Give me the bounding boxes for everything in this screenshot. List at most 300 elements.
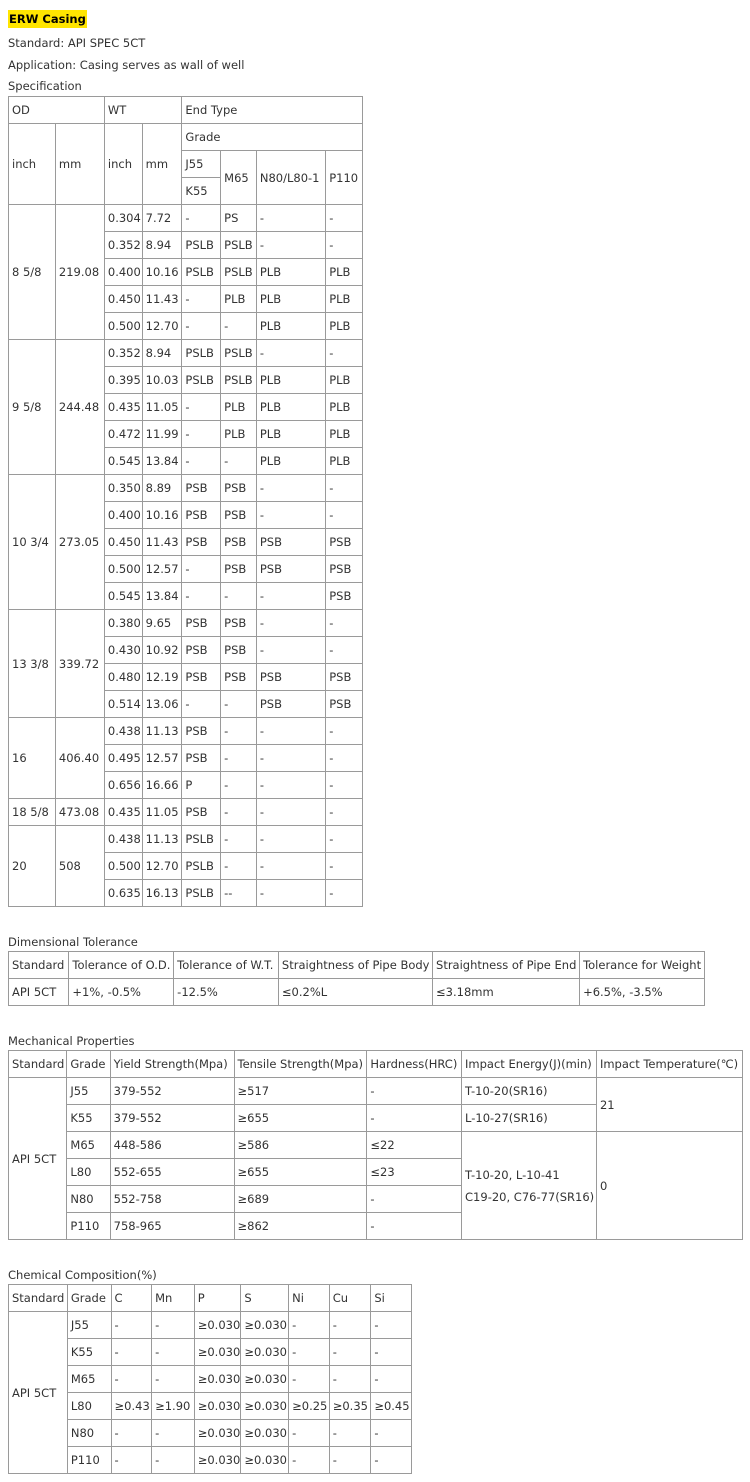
od-inch-cell: 9 5/8	[9, 340, 56, 475]
wt-mm-cell: 12.57	[142, 556, 182, 583]
grade-p110-cell: -	[326, 340, 363, 367]
header-row	[9, 952, 705, 979]
grade-j55-cell: PSB	[182, 664, 221, 691]
grade-n80-cell: PSB	[256, 691, 325, 718]
grade-j55-cell: PSLB	[182, 826, 221, 853]
grade-p110-cell: PLB	[326, 448, 363, 475]
hardness-cell: -	[367, 1105, 462, 1132]
column-header: Tolerance of O.D.	[69, 952, 174, 979]
element-cell: ≥0.030	[194, 1447, 241, 1474]
grade-n80-cell: -	[256, 745, 325, 772]
element-cell: ≥0.35	[329, 1393, 371, 1420]
column-header: Hardness(HRC)	[367, 1051, 462, 1078]
element-cell: ≥0.43	[111, 1393, 152, 1420]
element-cell: -	[152, 1420, 195, 1447]
grade-j55-cell: PSLB	[182, 367, 221, 394]
element-cell: ≥0.030	[194, 1366, 241, 1393]
wt-mm-cell: 10.16	[142, 502, 182, 529]
wt-inch-cell: 0.400	[104, 502, 142, 529]
wt-inch-cell: 0.395	[104, 367, 142, 394]
grade-m65-cell: PSB	[221, 664, 257, 691]
header-m65: M65	[221, 151, 257, 205]
wt-mm-cell: 13.84	[142, 448, 182, 475]
column-header: Mn	[152, 1285, 195, 1312]
od-mm-cell: 219.08	[55, 205, 104, 340]
column-header: Tolerance of W.T.	[174, 952, 279, 979]
chemical-composition-table	[8, 1284, 412, 1474]
standard-cell: API 5CT	[9, 1078, 67, 1240]
wt-mm-cell: 13.06	[142, 691, 182, 718]
grade-m65-cell: --	[221, 880, 257, 907]
grade-n80-cell: -	[256, 205, 325, 232]
wt-mm-cell: 7.72	[142, 205, 182, 232]
wt-mm-cell: 11.13	[142, 718, 182, 745]
table-row	[9, 1393, 412, 1420]
column-header: Impact Temperature(℃)	[596, 1051, 742, 1078]
chem-heading: Chemical Composition(%)	[8, 1268, 157, 1282]
header-grade: Grade	[182, 124, 363, 151]
header-wt-inch: inch	[104, 124, 142, 205]
grade-p110-cell: PLB	[326, 313, 363, 340]
column-header: Si	[371, 1285, 412, 1312]
wt-mm-cell: 8.94	[142, 340, 182, 367]
grade-m65-cell: PSLB	[221, 367, 257, 394]
element-cell: -	[371, 1339, 412, 1366]
element-cell: -	[289, 1339, 330, 1366]
grade-n80-cell: PLB	[256, 367, 325, 394]
column-header: Standard	[9, 1051, 67, 1078]
grade-cell: K55	[67, 1105, 110, 1132]
od-inch-cell: 16	[9, 718, 56, 799]
grade-n80-cell: -	[256, 502, 325, 529]
grade-p110-cell: -	[326, 772, 363, 799]
grade-n80-cell: PSB	[256, 664, 325, 691]
grade-n80-cell: -	[256, 637, 325, 664]
grade-j55-cell: PSLB	[182, 880, 221, 907]
element-cell: -	[152, 1339, 195, 1366]
od-inch-cell: 8 5/8	[9, 205, 56, 340]
standard-line: Standard: API SPEC 5CT	[8, 36, 146, 50]
grade-n80-cell: PLB	[256, 259, 325, 286]
grade-p110-cell: -	[326, 502, 363, 529]
element-cell: -	[289, 1447, 330, 1474]
table-row	[9, 475, 363, 502]
element-cell: ≥0.030	[241, 1447, 289, 1474]
wt-mm-cell: 12.57	[142, 745, 182, 772]
hardness-cell: ≤23	[367, 1159, 462, 1186]
grade-m65-cell: -	[221, 448, 257, 475]
table-row	[9, 340, 363, 367]
grade-p110-cell: -	[326, 799, 363, 826]
table-row	[9, 799, 363, 826]
grade-n80-cell: -	[256, 610, 325, 637]
grade-j55-cell: PSLB	[182, 340, 221, 367]
grade-n80-cell: -	[256, 826, 325, 853]
tensile-cell: ≥862	[234, 1213, 367, 1240]
grade-p110-cell: -	[326, 826, 363, 853]
grade-p110-cell: PLB	[326, 421, 363, 448]
element-cell: ≥0.030	[241, 1312, 289, 1339]
wt-inch-cell: 0.656	[104, 772, 142, 799]
element-cell: ≥0.45	[371, 1393, 412, 1420]
table-row	[9, 1132, 743, 1159]
grade-n80-cell: PSB	[256, 556, 325, 583]
grade-j55-cell: PSLB	[182, 232, 221, 259]
wt-mm-cell: 10.92	[142, 637, 182, 664]
header-row	[9, 1051, 743, 1078]
element-cell: -	[371, 1312, 412, 1339]
wt-inch-cell: 0.545	[104, 448, 142, 475]
wt-mm-cell: 11.43	[142, 529, 182, 556]
table-row	[9, 718, 363, 745]
element-cell: -	[111, 1339, 152, 1366]
grade-m65-cell: PLB	[221, 286, 257, 313]
element-cell: ≥0.030	[241, 1366, 289, 1393]
element-cell: ≥0.030	[241, 1339, 289, 1366]
grade-p110-cell: PSB	[326, 664, 363, 691]
grade-n80-cell: -	[256, 799, 325, 826]
grade-p110-cell: PSB	[326, 529, 363, 556]
grade-p110-cell: PSB	[326, 583, 363, 610]
impact-energy-line: C19-20, C76-77(SR16)	[465, 1189, 595, 1204]
column-header: Straightness of Pipe End	[433, 952, 580, 979]
impact-temp-cell: 21	[596, 1078, 742, 1132]
grade-cell: L80	[67, 1393, 111, 1420]
wt-mm-cell: 11.13	[142, 826, 182, 853]
table-cell: ≤0.2%L	[278, 979, 432, 1006]
grade-p110-cell: -	[326, 853, 363, 880]
table-cell: -12.5%	[174, 979, 279, 1006]
table-cell: API 5CT	[9, 979, 69, 1006]
element-cell: -	[289, 1366, 330, 1393]
od-mm-cell: 273.05	[55, 475, 104, 610]
grade-m65-cell: PSB	[221, 556, 257, 583]
wt-mm-cell: 16.66	[142, 772, 182, 799]
wt-mm-cell: 11.43	[142, 286, 182, 313]
column-header: Ni	[289, 1285, 330, 1312]
grade-j55-cell: PSB	[182, 745, 221, 772]
wt-inch-cell: 0.495	[104, 745, 142, 772]
dimensional-tolerance-table	[8, 951, 705, 1006]
grade-cell: L80	[67, 1159, 110, 1186]
grade-j55-cell: PSB	[182, 475, 221, 502]
grade-cell: P110	[67, 1447, 111, 1474]
column-header: S	[241, 1285, 289, 1312]
element-cell: -	[371, 1420, 412, 1447]
grade-j55-cell: P	[182, 772, 221, 799]
grade-m65-cell: -	[221, 799, 257, 826]
grade-p110-cell: -	[326, 205, 363, 232]
column-header: Tolerance for Weight	[580, 952, 705, 979]
grade-cell: K55	[67, 1339, 111, 1366]
grade-m65-cell: -	[221, 583, 257, 610]
column-header: Straightness of Pipe Body	[278, 952, 432, 979]
grade-m65-cell: PSB	[221, 502, 257, 529]
element-cell: -	[329, 1447, 371, 1474]
element-cell: -	[329, 1366, 371, 1393]
header-od-inch: inch	[9, 124, 56, 205]
grade-n80-cell: -	[256, 475, 325, 502]
tensile-cell: ≥655	[234, 1159, 367, 1186]
header-j55: J55	[182, 151, 221, 178]
header-row	[9, 1285, 412, 1312]
element-cell: -	[152, 1447, 195, 1474]
grade-p110-cell: -	[326, 718, 363, 745]
hardness-cell: -	[367, 1186, 462, 1213]
grade-cell: M65	[67, 1366, 111, 1393]
header-od: OD	[9, 97, 105, 124]
table-row	[9, 826, 363, 853]
grade-m65-cell: PSLB	[221, 340, 257, 367]
impact-energy-cell: L-10-27(SR16)	[462, 1105, 597, 1132]
od-mm-cell: 406.40	[55, 718, 104, 799]
element-cell: -	[289, 1312, 330, 1339]
column-header: Cu	[329, 1285, 371, 1312]
grade-j55-cell: -	[182, 313, 221, 340]
grade-p110-cell: PLB	[326, 394, 363, 421]
wt-inch-cell: 0.450	[104, 286, 142, 313]
od-inch-cell: 20	[9, 826, 56, 907]
grade-p110-cell: -	[326, 745, 363, 772]
table-row	[9, 205, 363, 232]
grade-n80-cell: -	[256, 772, 325, 799]
header-wt: WT	[104, 97, 182, 124]
impact-temp-cell: 0	[596, 1132, 742, 1240]
od-inch-cell: 10 3/4	[9, 475, 56, 610]
grade-j55-cell: -	[182, 583, 221, 610]
header-n80: N80/L80-1	[256, 151, 325, 205]
wt-inch-cell: 0.435	[104, 799, 142, 826]
element-cell: ≥1.90	[152, 1393, 195, 1420]
wt-inch-cell: 0.438	[104, 718, 142, 745]
grade-m65-cell: PSB	[221, 529, 257, 556]
wt-inch-cell: 0.380	[104, 610, 142, 637]
column-header: Grade	[67, 1285, 111, 1312]
wt-mm-cell: 16.13	[142, 880, 182, 907]
element-cell: -	[111, 1447, 152, 1474]
grade-p110-cell: -	[326, 637, 363, 664]
wt-inch-cell: 0.350	[104, 475, 142, 502]
element-cell: -	[329, 1339, 371, 1366]
grade-p110-cell: -	[326, 232, 363, 259]
grade-m65-cell: PSB	[221, 475, 257, 502]
column-header: Standard	[9, 952, 69, 979]
yield-cell: 552-655	[110, 1159, 234, 1186]
column-header: Tensile Strength(Mpa)	[234, 1051, 367, 1078]
hardness-cell: -	[367, 1078, 462, 1105]
wt-inch-cell: 0.304	[104, 205, 142, 232]
table-row	[9, 610, 363, 637]
grade-j55-cell: PSB	[182, 502, 221, 529]
grade-m65-cell: PSB	[221, 610, 257, 637]
wt-inch-cell: 0.500	[104, 556, 142, 583]
table-cell: +1%, -0.5%	[69, 979, 174, 1006]
element-cell: -	[152, 1312, 195, 1339]
wt-mm-cell: 8.89	[142, 475, 182, 502]
wt-inch-cell: 0.500	[104, 853, 142, 880]
grade-n80-cell: -	[256, 880, 325, 907]
grade-p110-cell: -	[326, 610, 363, 637]
grade-m65-cell: -	[221, 826, 257, 853]
grade-j55-cell: PSLB	[182, 853, 221, 880]
grade-m65-cell: PSLB	[221, 232, 257, 259]
grade-cell: P110	[67, 1213, 110, 1240]
hardness-cell: ≤22	[367, 1132, 462, 1159]
grade-m65-cell: -	[221, 745, 257, 772]
wt-mm-cell: 10.03	[142, 367, 182, 394]
grade-n80-cell: -	[256, 232, 325, 259]
dim-heading: Dimensional Tolerance	[8, 935, 138, 949]
column-header: C	[111, 1285, 152, 1312]
grade-cell: J55	[67, 1078, 110, 1105]
table-row	[9, 1339, 412, 1366]
grade-p110-cell: PLB	[326, 259, 363, 286]
grade-p110-cell: -	[326, 880, 363, 907]
element-cell: -	[371, 1447, 412, 1474]
mech-heading: Mechanical Properties	[8, 1034, 135, 1048]
column-header: Standard	[9, 1285, 68, 1312]
grade-n80-cell: PLB	[256, 421, 325, 448]
wt-inch-cell: 0.400	[104, 259, 142, 286]
element-cell: ≥0.030	[194, 1339, 241, 1366]
grade-n80-cell: PLB	[256, 286, 325, 313]
mechanical-properties-table	[8, 1050, 743, 1240]
grade-p110-cell: -	[326, 475, 363, 502]
wt-mm-cell: 8.94	[142, 232, 182, 259]
grade-j55-cell: -	[182, 205, 221, 232]
element-cell: ≥0.030	[241, 1393, 289, 1420]
grade-p110-cell: PLB	[326, 286, 363, 313]
wt-inch-cell: 0.472	[104, 421, 142, 448]
grade-m65-cell: PLB	[221, 394, 257, 421]
tensile-cell: ≥586	[234, 1132, 367, 1159]
element-cell: -	[289, 1420, 330, 1447]
standard-cell: API 5CT	[9, 1312, 68, 1474]
grade-j55-cell: PSLB	[182, 259, 221, 286]
wt-mm-cell: 12.19	[142, 664, 182, 691]
yield-cell: 758-965	[110, 1213, 234, 1240]
element-cell: ≥0.030	[194, 1420, 241, 1447]
wt-inch-cell: 0.635	[104, 880, 142, 907]
hardness-cell: -	[367, 1213, 462, 1240]
grade-j55-cell: PSB	[182, 529, 221, 556]
column-header: Yield Strength(Mpa)	[110, 1051, 234, 1078]
column-header: Grade	[67, 1051, 110, 1078]
yield-cell: 552-758	[110, 1186, 234, 1213]
header-k55: K55	[182, 178, 221, 205]
grade-j55-cell: -	[182, 286, 221, 313]
grade-n80-cell: PSB	[256, 529, 325, 556]
grade-n80-cell: PLB	[256, 394, 325, 421]
header-od-mm: mm	[55, 124, 104, 205]
od-mm-cell: 473.08	[55, 799, 104, 826]
grade-cell: N80	[67, 1186, 110, 1213]
table-row	[9, 1420, 412, 1447]
wt-mm-cell: 11.05	[142, 394, 182, 421]
wt-inch-cell: 0.352	[104, 232, 142, 259]
wt-mm-cell: 11.05	[142, 799, 182, 826]
element-cell: -	[111, 1312, 152, 1339]
page-title: ERW Casing	[9, 12, 86, 26]
grade-m65-cell: PLB	[221, 421, 257, 448]
yield-cell: 379-552	[110, 1105, 234, 1132]
wt-inch-cell: 0.450	[104, 529, 142, 556]
grade-j55-cell: -	[182, 394, 221, 421]
grade-p110-cell: PSB	[326, 556, 363, 583]
wt-inch-cell: 0.545	[104, 583, 142, 610]
element-cell: ≥0.25	[289, 1393, 330, 1420]
od-mm-cell: 508	[55, 826, 104, 907]
grade-j55-cell: PSB	[182, 799, 221, 826]
table-row	[9, 979, 705, 1006]
wt-mm-cell: 11.99	[142, 421, 182, 448]
grade-n80-cell: PLB	[256, 313, 325, 340]
grade-m65-cell: -	[221, 853, 257, 880]
wt-inch-cell: 0.435	[104, 394, 142, 421]
tensile-cell: ≥517	[234, 1078, 367, 1105]
wt-inch-cell: 0.352	[104, 340, 142, 367]
element-cell: ≥0.030	[241, 1420, 289, 1447]
element-cell: -	[111, 1420, 152, 1447]
grade-j55-cell: PSB	[182, 637, 221, 664]
table-cell: +6.5%, -3.5%	[580, 979, 705, 1006]
grade-m65-cell: -	[221, 718, 257, 745]
header-p110: P110	[326, 151, 363, 205]
grade-m65-cell: -	[221, 313, 257, 340]
header-wt-mm: mm	[142, 124, 182, 205]
grade-n80-cell: -	[256, 340, 325, 367]
grade-p110-cell: PLB	[326, 367, 363, 394]
grade-n80-cell: -	[256, 718, 325, 745]
wt-inch-cell: 0.438	[104, 826, 142, 853]
grade-m65-cell: -	[221, 691, 257, 718]
table-row	[9, 1312, 412, 1339]
wt-mm-cell: 12.70	[142, 313, 182, 340]
header-end-type: End Type	[182, 97, 363, 124]
wt-inch-cell: 0.514	[104, 691, 142, 718]
grade-j55-cell: -	[182, 448, 221, 475]
yield-cell: 379-552	[110, 1078, 234, 1105]
application-line: Application: Casing serves as wall of well	[8, 58, 245, 72]
wt-mm-cell: 12.70	[142, 853, 182, 880]
grade-n80-cell: PLB	[256, 448, 325, 475]
tensile-cell: ≥689	[234, 1186, 367, 1213]
grade-cell: M65	[67, 1132, 110, 1159]
od-inch-cell: 18 5/8	[9, 799, 56, 826]
column-header: Impact Energy(J)(min)	[462, 1051, 597, 1078]
impact-energy-cell	[462, 1132, 597, 1240]
element-cell: -	[152, 1366, 195, 1393]
grade-j55-cell: PSB	[182, 718, 221, 745]
grade-j55-cell: PSB	[182, 610, 221, 637]
table-cell: ≤3.18mm	[433, 979, 580, 1006]
od-mm-cell: 339.72	[55, 610, 104, 718]
element-cell: -	[329, 1312, 371, 1339]
yield-cell: 448-586	[110, 1132, 234, 1159]
wt-mm-cell: 13.84	[142, 583, 182, 610]
grade-m65-cell: -	[221, 772, 257, 799]
grade-m65-cell: PSLB	[221, 259, 257, 286]
specification-table	[8, 96, 363, 907]
grade-cell: J55	[67, 1312, 111, 1339]
element-cell: ≥0.030	[194, 1312, 241, 1339]
wt-inch-cell: 0.480	[104, 664, 142, 691]
tensile-cell: ≥655	[234, 1105, 367, 1132]
grade-cell: N80	[67, 1420, 111, 1447]
grade-j55-cell: -	[182, 421, 221, 448]
element-cell: -	[371, 1366, 412, 1393]
grade-n80-cell: -	[256, 853, 325, 880]
